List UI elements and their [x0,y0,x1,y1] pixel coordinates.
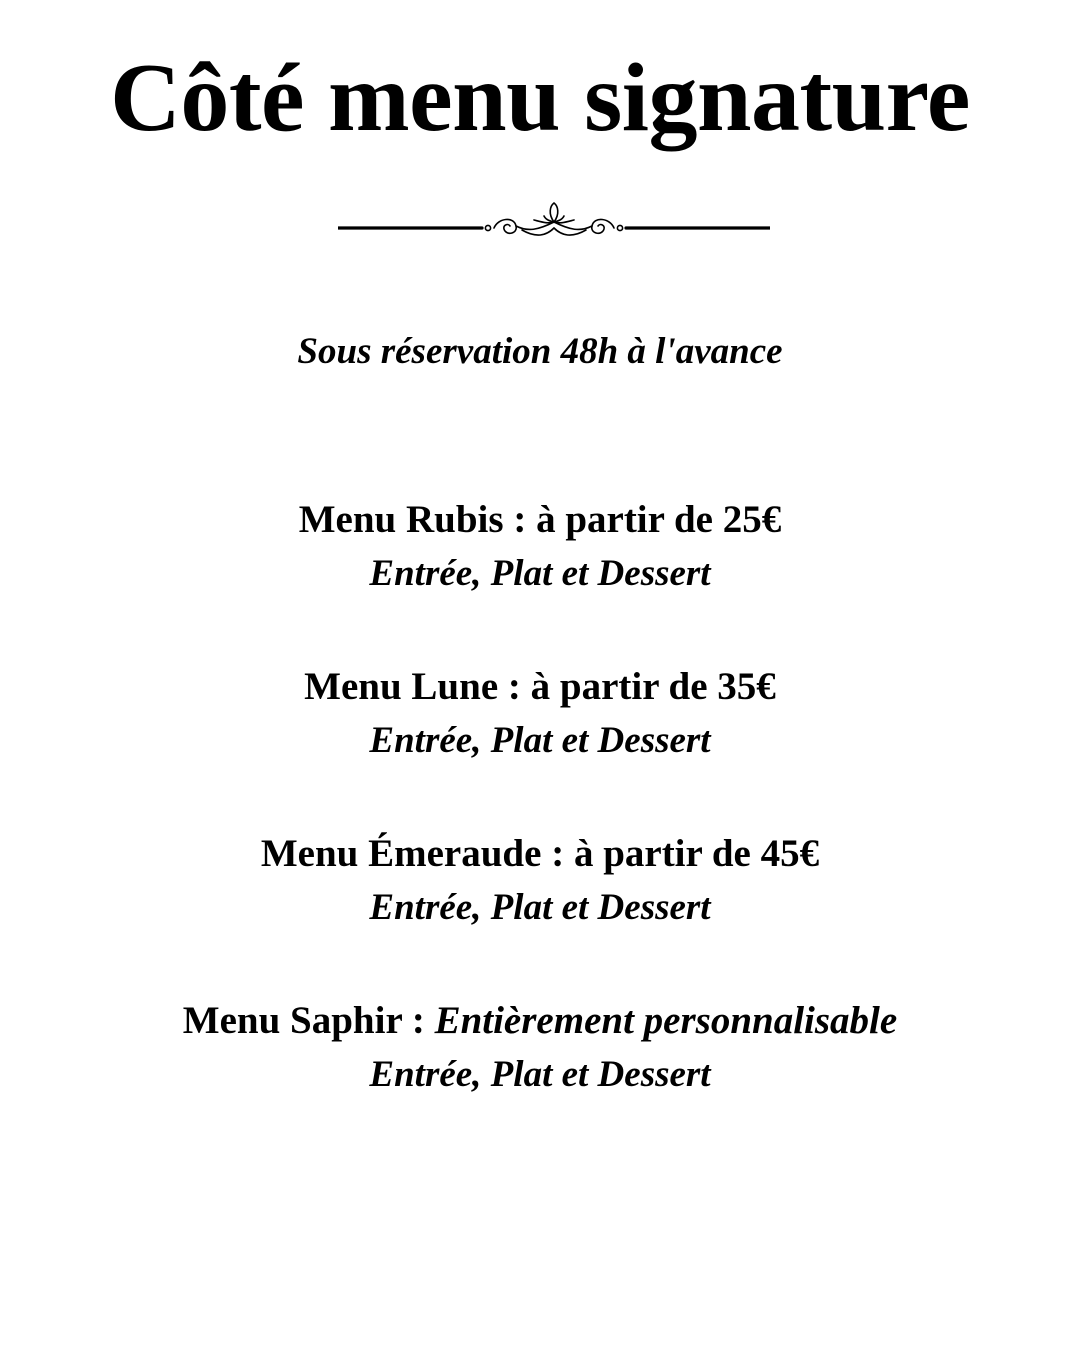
menu-description: Entrée, Plat et Dessert [369,720,711,761]
page-title: Côté menu signature [110,44,970,152]
menu-description: Entrée, Plat et Dessert [369,1054,711,1095]
menu-item-emeraude [0,828,1080,995]
menu-separator: : [503,498,537,541]
menu-name: Menu Émeraude [260,832,542,875]
menu-separator: : [498,665,531,708]
ornamental-divider-icon [338,200,770,244]
menu-name: Menu Rubis [298,498,504,541]
menu-name-line [0,494,1080,546]
menu-name: Menu Lune [304,665,499,708]
menu-item-rubis [0,494,1080,661]
menu-name-line [0,995,1080,1047]
reservation-note: Sous réservation 48h à l'avance [297,331,783,372]
menu-description: Entrée, Plat et Dessert [369,553,711,594]
menu-separator: : [402,999,435,1042]
menu-price: à partir de 35€ [530,665,776,708]
menu-name-line [0,828,1080,880]
menu-price: Entièrement personnalisable [434,999,898,1042]
menu-separator: : [541,832,574,875]
menu-item-saphir [0,995,1080,1162]
menu-name: Menu Saphir [182,999,403,1042]
menu-name-line [0,661,1080,713]
menu-list [0,494,1080,1162]
menu-item-lune [0,661,1080,828]
menu-description: Entrée, Plat et Dessert [369,887,711,928]
menu-price: à partir de 25€ [536,498,782,541]
menu-price: à partir de 45€ [573,832,820,875]
